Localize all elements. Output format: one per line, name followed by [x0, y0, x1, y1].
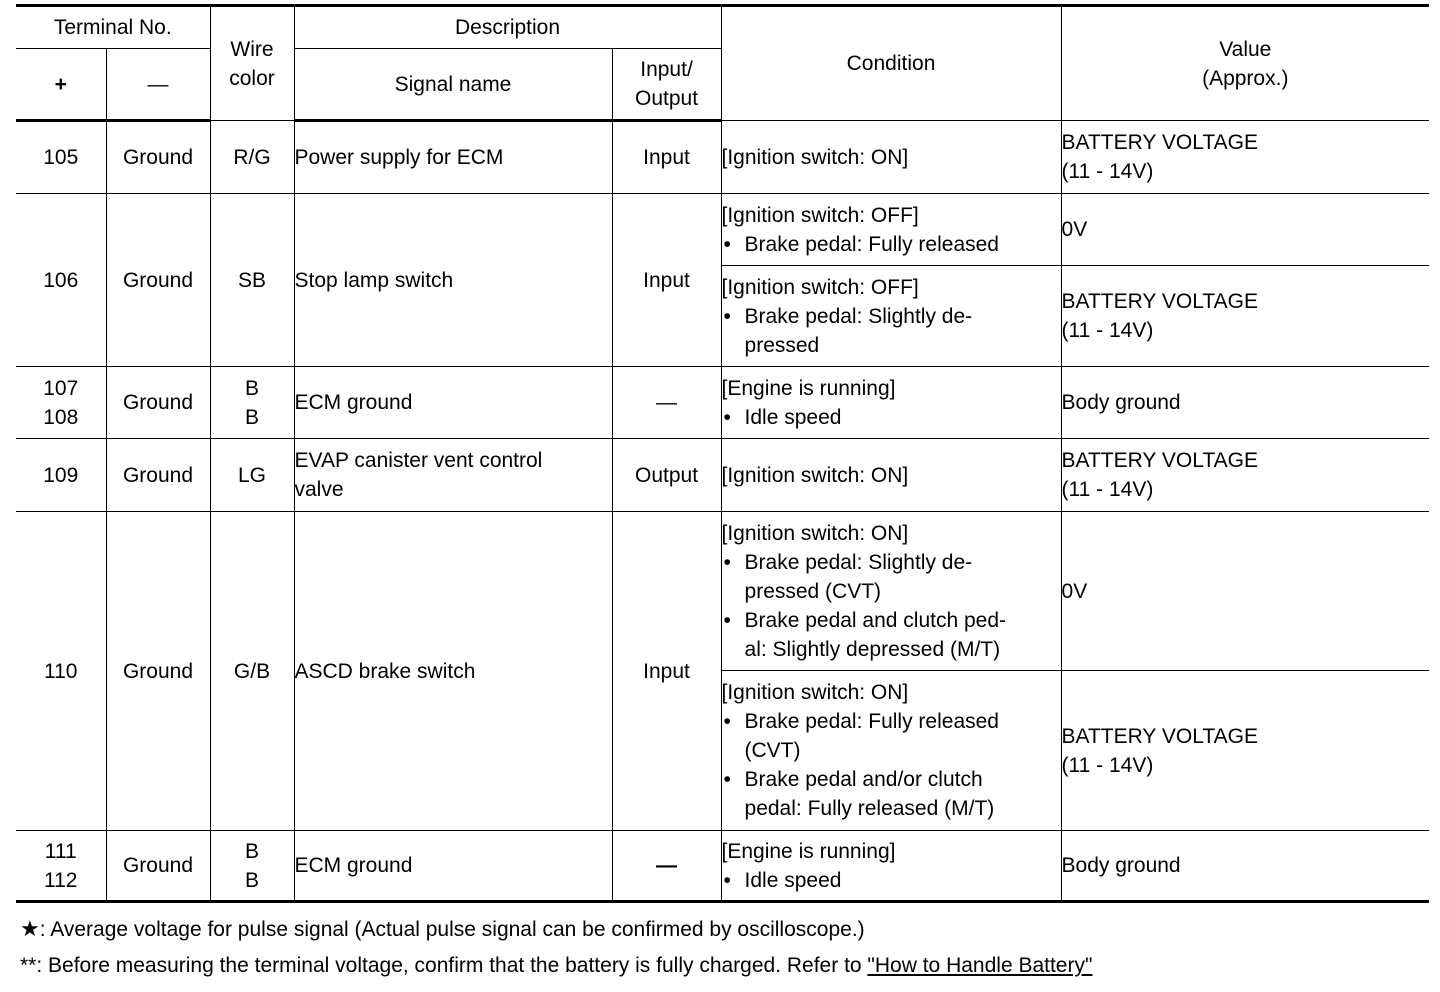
condition: [Engine is running] • Idle speed [721, 367, 1061, 439]
header-wire-color: Wire color [210, 6, 294, 121]
double-star-note: **: Before measuring the terminal voltage, confirm that the battery is fully charged. Refer to "How to Handle Battery" [20, 954, 1093, 977]
table-row [16, 831, 1429, 902]
wire-color: B B [210, 367, 294, 439]
table-row [16, 194, 1429, 266]
header-input-output: Input/ Output [612, 49, 721, 121]
signal-name: Power supply for ECM [294, 121, 612, 194]
signal-name: ECM ground [294, 367, 612, 439]
condition: [Ignition switch: OFF] • Brake pedal: Slightly de- pressed [721, 266, 1061, 367]
wire-color: B B [210, 831, 294, 902]
signal-name: Stop lamp switch [294, 194, 612, 367]
terminal-plus: 106 [16, 194, 106, 367]
how-to-handle-battery-link[interactable]: "How to Handle Battery" [867, 954, 1093, 977]
condition: [Ignition switch: OFF] • Brake pedal: Fully released [721, 194, 1061, 266]
value: 0V [1061, 512, 1429, 671]
terminal-minus: Ground [106, 367, 210, 439]
wire-color: R/G [210, 121, 294, 194]
table-row [16, 439, 1429, 512]
table-row [16, 512, 1429, 671]
input-output: Output [612, 439, 721, 512]
wire-color: G/B [210, 512, 294, 831]
header-plus: + [16, 49, 106, 121]
header-description: Description [294, 6, 721, 49]
signal-name: EVAP canister vent control valve [294, 439, 612, 512]
input-output: — [612, 367, 721, 439]
condition: [Ignition switch: ON] • Brake pedal: Fully released (CVT) • Brake pedal and/or clutch pedal: Fully released (M/T) [721, 671, 1061, 831]
terminal-table [16, 4, 1429, 903]
value: 0V [1061, 194, 1429, 266]
value: Body ground [1061, 831, 1429, 902]
footnotes [20, 914, 1092, 980]
wire-color: LG [210, 439, 294, 512]
header-signal-name: Signal name [294, 49, 612, 121]
condition: [Ignition switch: ON] [721, 439, 1061, 512]
table-row [16, 121, 1429, 194]
terminal-plus: 109 [16, 439, 106, 512]
star-note: ★: Average voltage for pulse signal (Actual pulse signal can be confirmed by oscilloscope.) [20, 916, 865, 941]
header-value: Value (Approx.) [1061, 6, 1429, 121]
signal-name: ASCD brake switch [294, 512, 612, 831]
condition: [Ignition switch: ON] • Brake pedal: Slightly de- pressed (CVT) • Brake pedal and clutch ped- al: Slightly depressed (M/T) [721, 512, 1061, 671]
value: BATTERY VOLTAGE (11 - 14V) [1061, 439, 1429, 512]
terminal-minus: Ground [106, 512, 210, 831]
condition: [Ignition switch: ON] [721, 121, 1061, 194]
wire-color: SB [210, 194, 294, 367]
input-output: — [612, 831, 721, 902]
input-output: Input [612, 512, 721, 831]
terminal-minus: Ground [106, 831, 210, 902]
value: BATTERY VOLTAGE (11 - 14V) [1061, 671, 1429, 831]
header-minus: — [106, 49, 210, 121]
header-condition: Condition [721, 6, 1061, 121]
signal-name: ECM ground [294, 831, 612, 902]
value: BATTERY VOLTAGE (11 - 14V) [1061, 266, 1429, 367]
terminal-plus: 105 [16, 121, 106, 194]
terminal-minus: Ground [106, 194, 210, 367]
input-output: Input [612, 194, 721, 367]
value: Body ground [1061, 367, 1429, 439]
terminal-plus: 110 [16, 512, 106, 831]
value: BATTERY VOLTAGE (11 - 14V) [1061, 121, 1429, 194]
header-terminal-no: Terminal No. [16, 6, 210, 49]
terminal-plus: 111 112 [16, 831, 106, 902]
terminal-plus: 107 108 [16, 367, 106, 439]
terminal-minus: Ground [106, 439, 210, 512]
condition: [Engine is running] • Idle speed [721, 831, 1061, 902]
input-output: Input [612, 121, 721, 194]
star-icon: ★ [20, 916, 40, 941]
terminal-minus: Ground [106, 121, 210, 194]
table-row [16, 367, 1429, 439]
